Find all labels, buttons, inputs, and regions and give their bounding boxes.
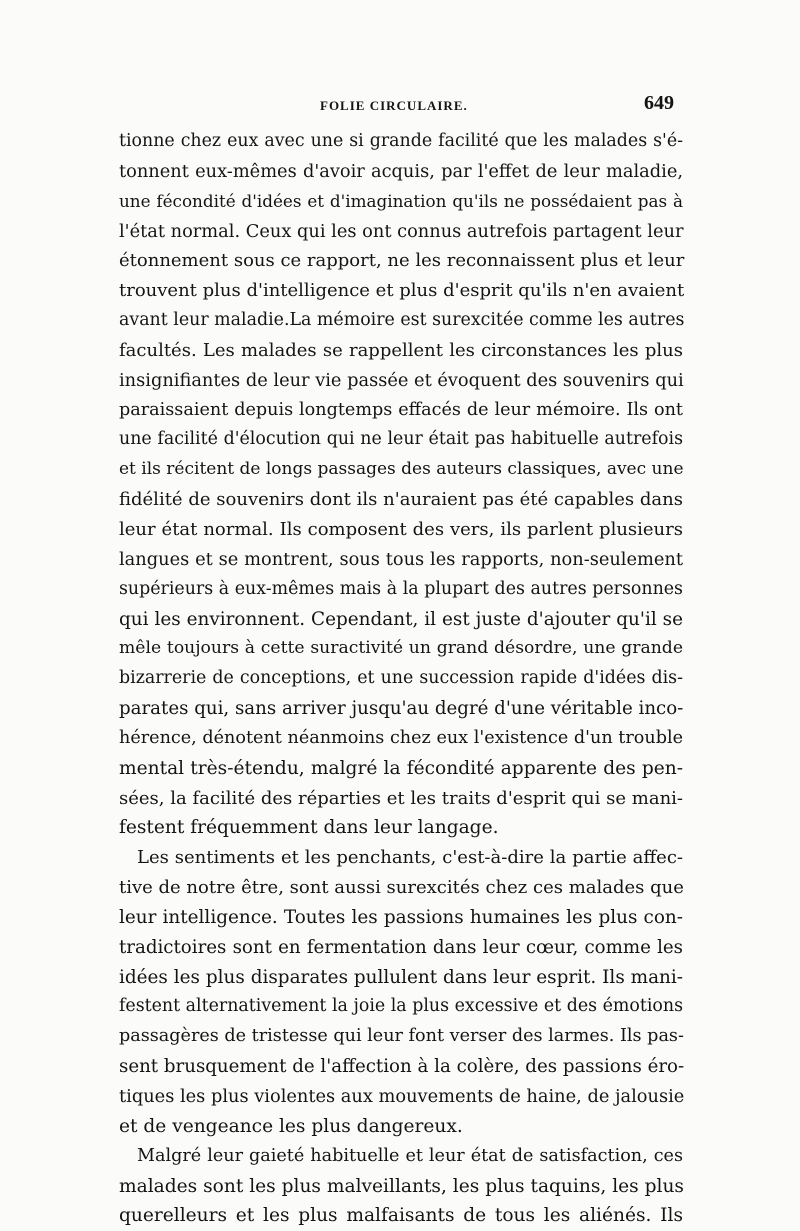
text-line: sent brusquement de l'affection à la colère, des passions éro- <box>119 1056 685 1078</box>
text-line: étonnement sous ce rapport, ne les reconnaissent plus et leur <box>119 250 685 272</box>
text-line: trouvent plus d'intelligence et plus d'esprit qu'ils n'en avaient <box>119 280 685 302</box>
paragraph-first-line: Malgré leur gaieté habituelle et leur état de satisfaction, ces <box>137 1145 683 1166</box>
text-line: mêle toujours à cette suractivité un grand désordre, une grande <box>119 638 683 659</box>
text-line: leur intelligence. Toutes les passions humaines les plus con- <box>119 906 683 928</box>
text-line: l'état normal. Ceux qui les ont connus autrefois partagent leur <box>119 220 684 242</box>
text-line: paraissaient depuis longtemps effacés de leur mémoire. Ils ont <box>119 399 683 420</box>
text-line: tive de notre être, sont aussi surexcités chez ces malades que <box>119 877 684 899</box>
text-line: fidélité de souvenirs dont ils n'auraient pas été capables dans <box>119 489 683 511</box>
text-line: festent alternativement la joie la plus excessive et des émotions <box>119 996 683 1017</box>
text-line: bizarrerie de conceptions, et une succession rapide d'idées dis- <box>119 668 683 689</box>
text-line: une facilité d'élocution qui ne leur était pas habituelle autrefois <box>119 429 683 450</box>
page-number: 649 <box>644 92 674 114</box>
text-line: tonnent eux-mêmes d'avoir acquis, par l'effet de leur maladie, <box>119 160 683 182</box>
text-line: idées les plus disparates pullulent dans leur esprit. Ils mani- <box>119 966 683 988</box>
paragraph-last-line: festent fréquemment dans leur langage. <box>119 817 499 839</box>
text-line: qui les environnent. Cependant, il est juste d'ajouter qu'il se <box>119 608 683 630</box>
text-line: tionne chez eux avec une si grande facilité que les malades s'é- <box>119 131 683 151</box>
running-title: FOLIE CIRCULAIRE. <box>320 98 468 113</box>
paragraph-last-line: et de vengeance les plus dangereux. <box>119 1115 463 1137</box>
text-line: mental très-étendu, malgré la fécondité apparente des pen- <box>119 757 683 779</box>
text-line: et ils récitent de longs passages des auteurs classiques, avec une <box>119 459 684 480</box>
text-line: tradictoires sont en fermentation dans leur cœur, comme les <box>119 936 683 958</box>
text-line: facultés. Les malades se rappellent les circonstances les plus <box>119 339 683 361</box>
body-text <box>119 127 683 1231</box>
text-line: tiques les plus violentes aux mouvements de haine, de jalousie <box>119 1086 685 1107</box>
text-line: malades sont les plus malveillants, les plus taquins, les plus <box>119 1175 684 1197</box>
paragraph-first-line: Les sentiments et les penchants, c'est-à-dire la partie affec- <box>137 847 683 869</box>
running-header <box>0 88 800 118</box>
text-line: parates qui, sans arriver jusqu'au degré d'une véritable inco- <box>119 698 684 720</box>
text-line: insignifiantes de leur vie passée et évoquent des souvenirs qui <box>119 369 684 391</box>
text-line: querelleurs et les plus malfaisants de tous les aliénés. Ils <box>119 1205 683 1227</box>
text-line: langues et se montrent, sous tous les rapports, non-seulement <box>119 548 683 570</box>
text-line: supérieurs à eux-mêmes mais à la plupart des autres personnes <box>119 578 683 599</box>
text-line: leur état normal. Ils composent des vers, ils parlent plusieurs <box>119 518 683 540</box>
text-line: une fécondité d'idées et d'imagination qu'ils ne possédaient pas à <box>119 190 683 211</box>
text-line: avant leur maladie.La mémoire est surexcitée comme les autres <box>119 310 685 331</box>
text-line: hérence, dénotent néanmoins chez eux l'existence d'un trouble <box>119 727 683 748</box>
text-line: passagères de tristesse qui leur font verser des larmes. Ils pas- <box>119 1026 684 1047</box>
text-line: sées, la facilité des réparties et les traits d'esprit qui se mani- <box>119 787 683 809</box>
